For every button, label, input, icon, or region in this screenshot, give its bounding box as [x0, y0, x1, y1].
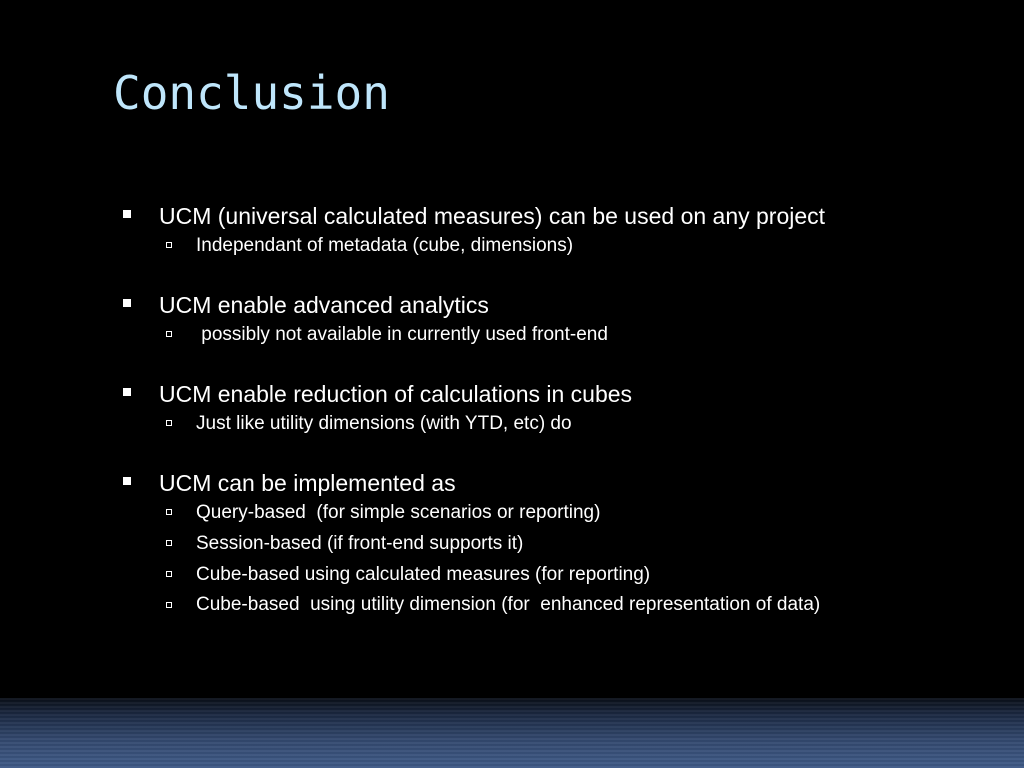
- slide-title: Conclusion: [113, 66, 390, 120]
- hollow-square-bullet-icon: [166, 571, 172, 577]
- sub-bullet-text: Cube-based using utility dimension (for enhanced representation of data): [196, 594, 821, 615]
- bullet-group-3: [122, 379, 942, 436]
- square-bullet-icon: [123, 388, 131, 396]
- bullet-text: UCM enable reduction of calculations in cubes: [159, 381, 633, 407]
- sub-bullet-text: possibly not available in currently used front-end: [196, 324, 608, 345]
- sub-bullet-item: [122, 322, 942, 347]
- square-bullet-icon: [123, 299, 131, 307]
- footer-gradient-bar: [0, 698, 1024, 768]
- bullet-group-4: [122, 468, 942, 617]
- hollow-square-bullet-icon: [166, 331, 172, 337]
- sub-bullet-text: Independant of metadata (cube, dimensions): [196, 235, 574, 256]
- bullet-item: [122, 201, 942, 231]
- sub-bullet-item: [122, 531, 942, 556]
- bullet-text: UCM can be implemented as: [159, 470, 456, 496]
- bullet-text: UCM (universal calculated measures) can be used on any project: [159, 203, 826, 229]
- bullet-item: [122, 379, 942, 409]
- bullet-item: [122, 468, 942, 498]
- sub-bullet-text: Cube-based using calculated measures (for reporting): [196, 564, 651, 585]
- bullet-item: [122, 290, 942, 320]
- slide-content: [122, 201, 942, 649]
- hollow-square-bullet-icon: [166, 242, 172, 248]
- sub-bullet-item: [122, 562, 942, 587]
- bullet-group-1: [122, 201, 942, 258]
- sub-bullet-text: Just like utility dimensions (with YTD, etc) do: [196, 413, 572, 434]
- bullet-text: UCM enable advanced analytics: [159, 292, 489, 318]
- sub-bullet-item: [122, 411, 942, 436]
- square-bullet-icon: [123, 477, 131, 485]
- sub-bullet-item: [122, 233, 942, 258]
- square-bullet-icon: [123, 210, 131, 218]
- sub-bullet-text: Session-based (if front-end supports it): [196, 533, 524, 554]
- hollow-square-bullet-icon: [166, 602, 172, 608]
- sub-bullet-item: [122, 593, 876, 617]
- hollow-square-bullet-icon: [166, 509, 172, 515]
- sub-bullet-item: [122, 500, 942, 525]
- hollow-square-bullet-icon: [166, 540, 172, 546]
- sub-bullet-text: Query-based (for simple scenarios or reporting): [196, 502, 601, 523]
- bullet-group-2: [122, 290, 942, 347]
- hollow-square-bullet-icon: [166, 420, 172, 426]
